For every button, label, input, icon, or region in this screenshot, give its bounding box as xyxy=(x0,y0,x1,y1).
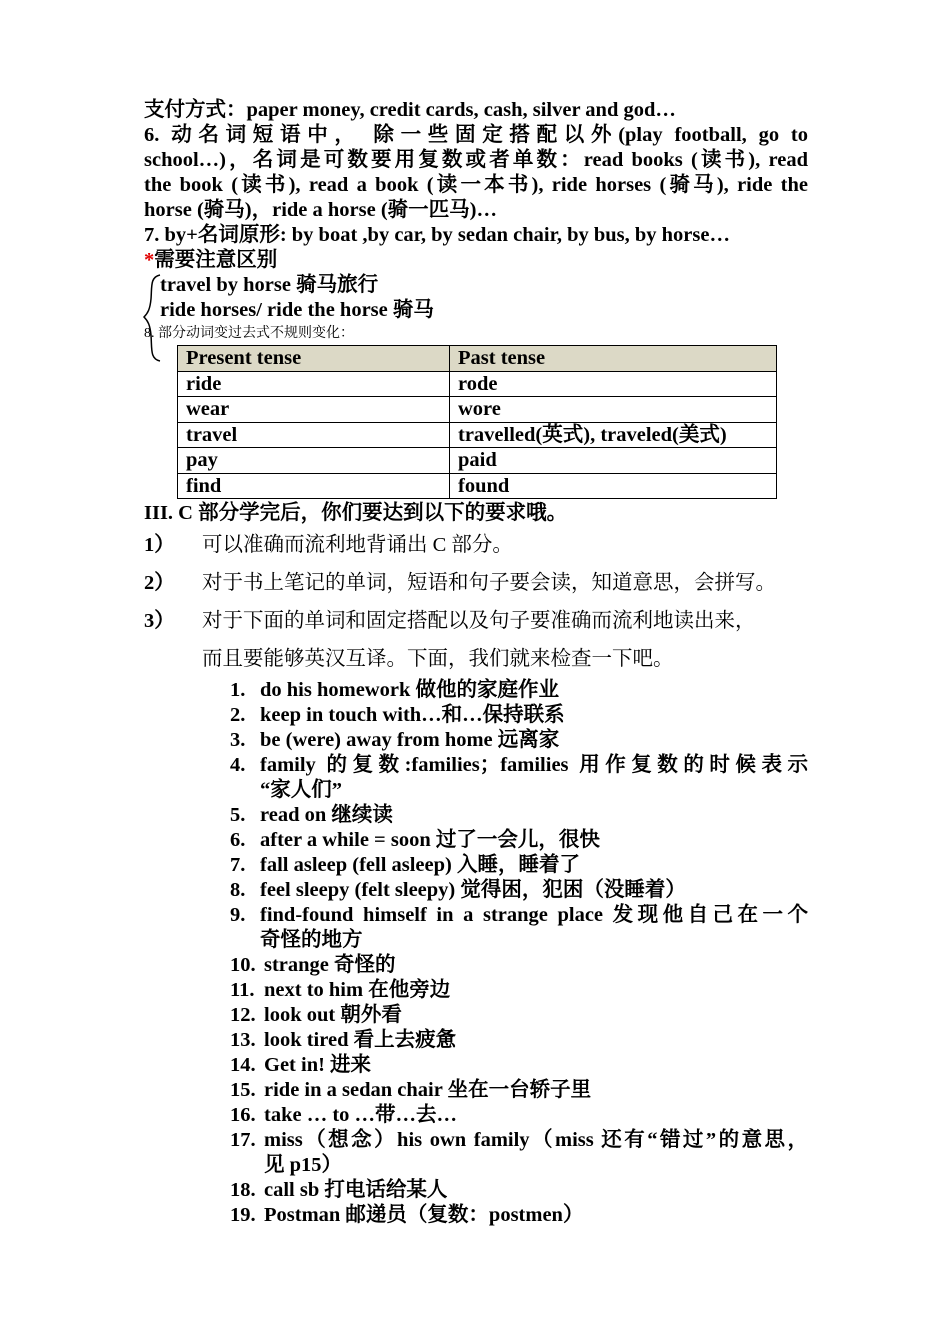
point-6-line-2: school…)，名词是可数要用复数或者单数：read books (读书), read xyxy=(144,149,808,171)
table-cell: pay xyxy=(178,448,450,474)
list-item xyxy=(230,1053,808,1078)
list-item xyxy=(230,953,808,978)
requirement-number: 3） xyxy=(144,610,175,632)
document-page xyxy=(144,98,808,1228)
list-item xyxy=(230,1203,808,1228)
vocab-list xyxy=(230,678,808,1228)
item-number: 5. xyxy=(230,804,246,826)
item-text: Get in! 进来 xyxy=(264,1054,372,1076)
list-item xyxy=(230,1178,808,1203)
point-8-line: 8. 部分动词变过去式不规则变化： xyxy=(144,326,354,341)
requirement-number: 2） xyxy=(144,572,175,594)
payment-line: 支付方式：paper money, credit cards, cash, silver and god… xyxy=(144,99,676,121)
table-cell: find xyxy=(178,473,450,499)
item-number: 14. xyxy=(230,1054,256,1076)
item-number: 10. xyxy=(230,954,256,976)
table-cell: paid xyxy=(450,448,777,474)
point-6-line-3: the book (读书), read a book (读一本书), ride horses (骑马), ride the xyxy=(144,174,808,196)
table-cell: ride xyxy=(178,371,450,397)
item-text: do his homework 做他的家庭作业 xyxy=(260,679,559,701)
item-text: next to him 在他旁边 xyxy=(264,979,451,1001)
table-cell: rode xyxy=(450,371,777,397)
requirement-number: 1） xyxy=(144,534,175,556)
item-number: 18. xyxy=(230,1179,256,1201)
note-heading xyxy=(144,248,808,273)
tense-table xyxy=(177,345,777,499)
requirement-item xyxy=(144,564,808,602)
item-text: strange 奇怪的 xyxy=(264,954,396,976)
table-row xyxy=(178,397,777,423)
item-text: call sb 打电话给某人 xyxy=(264,1179,448,1201)
table-cell: travelled(英式), traveled(美式) xyxy=(450,422,777,448)
note-block xyxy=(144,273,808,345)
item-text: feel sleepy (felt sleepy) 觉得困，犯困（没睡着） xyxy=(260,879,686,901)
requirements-heading: III. C 部分学完后，你们要达到以下的要求哦。 xyxy=(144,502,568,524)
note-star: * xyxy=(144,249,155,271)
list-item xyxy=(230,703,808,728)
requirement-text: 可以准确而流利地背诵出 C 部分。 xyxy=(202,534,513,556)
list-item xyxy=(230,1028,808,1053)
table-cell: wore xyxy=(450,397,777,423)
requirement-text: 对于书上笔记的单词，短语和句子要会读，知道意思，会拼写。 xyxy=(202,572,776,594)
requirements-list xyxy=(144,526,808,678)
item-number: 19. xyxy=(230,1204,256,1226)
table-cell: wear xyxy=(178,397,450,423)
point-6-line-4: horse (骑马)，ride a horse (骑一匹马)… xyxy=(144,199,498,221)
item-text: family 的复数:families；families 用作复数的时候表示 xyxy=(260,754,808,776)
item-text-cont: 奇怪的地方 xyxy=(260,929,363,951)
item-text: Postman 邮递员（复数：postmen） xyxy=(264,1204,584,1226)
item-number: 15. xyxy=(230,1079,256,1101)
item-number: 4. xyxy=(230,754,246,776)
curly-brace-icon xyxy=(142,273,164,363)
item-number: 11. xyxy=(230,979,255,1001)
item-text: take … to …带…去… xyxy=(264,1104,458,1126)
list-item xyxy=(230,753,808,803)
item-number: 7. xyxy=(230,854,246,876)
table-row xyxy=(178,448,777,474)
item-number: 13. xyxy=(230,1029,256,1051)
note-item-ride: ride horses/ ride the horse 骑马 xyxy=(160,299,434,321)
item-text: look tired 看上去疲惫 xyxy=(264,1029,457,1051)
requirement-item xyxy=(144,526,808,564)
item-text: after a while = soon 过了一会儿，很快 xyxy=(260,829,600,851)
item-text-cont: “家人们” xyxy=(260,779,342,801)
item-text: fall asleep (fell asleep) 入睡，睡着了 xyxy=(260,854,580,876)
list-item xyxy=(230,878,808,903)
note-item-travel: travel by horse 骑马旅行 xyxy=(160,274,379,296)
item-text: ride in a sedan chair 坐在一台轿子里 xyxy=(264,1079,592,1101)
list-item xyxy=(230,1128,808,1178)
item-text: keep in touch with…和…保持联系 xyxy=(260,704,565,726)
point-7-line: 7. by+名词原形: by boat ,by car, by sedan chair, by bus, by horse… xyxy=(144,224,730,246)
table-row xyxy=(178,371,777,397)
item-number: 6. xyxy=(230,829,246,851)
list-item xyxy=(230,728,808,753)
requirement-text: 对于下面的单词和固定搭配以及句子要准确而流利地读出来， xyxy=(202,610,756,632)
item-text: miss（想念）his own family（miss 还有“错过”的意思， xyxy=(264,1129,808,1151)
note-title: 需要注意区别 xyxy=(154,249,278,271)
item-number: 2. xyxy=(230,704,246,726)
list-item xyxy=(230,828,808,853)
table-row xyxy=(178,422,777,448)
item-number: 3. xyxy=(230,729,246,751)
requirement-continuation: 而且要能够英汉互译。下面，我们就来检查一下吧。 xyxy=(202,648,674,670)
requirement-item xyxy=(144,602,808,640)
table-cell: travel xyxy=(178,422,450,448)
item-number: 12. xyxy=(230,1004,256,1026)
item-text: read on 继续读 xyxy=(260,804,393,826)
list-item xyxy=(230,678,808,703)
table-row xyxy=(178,473,777,499)
table-header-cell: Present tense xyxy=(178,346,450,372)
item-number: 8. xyxy=(230,879,246,901)
item-text: look out 朝外看 xyxy=(264,1004,402,1026)
list-item xyxy=(230,853,808,878)
item-number: 16. xyxy=(230,1104,256,1126)
list-item xyxy=(230,1078,808,1103)
list-item xyxy=(230,1103,808,1128)
item-text: find-found himself in a strange place 发现他自己在一个 xyxy=(260,904,808,926)
point-6-line-1: 6. 动名词短语中， 除一些固定搭配以外(play football, go to xyxy=(144,124,808,146)
item-number: 17. xyxy=(230,1129,256,1151)
item-text: be (were) away from home 远离家 xyxy=(260,729,560,751)
list-item xyxy=(230,1003,808,1028)
list-item xyxy=(230,803,808,828)
table-cell: found xyxy=(450,473,777,499)
table-header-cell: Past tense xyxy=(450,346,777,372)
item-text-cont: 见 p15） xyxy=(264,1154,343,1176)
table-header-row xyxy=(178,346,777,372)
item-number: 1. xyxy=(230,679,246,701)
list-item xyxy=(230,978,808,1003)
list-item xyxy=(230,903,808,953)
item-number: 9. xyxy=(230,904,246,926)
